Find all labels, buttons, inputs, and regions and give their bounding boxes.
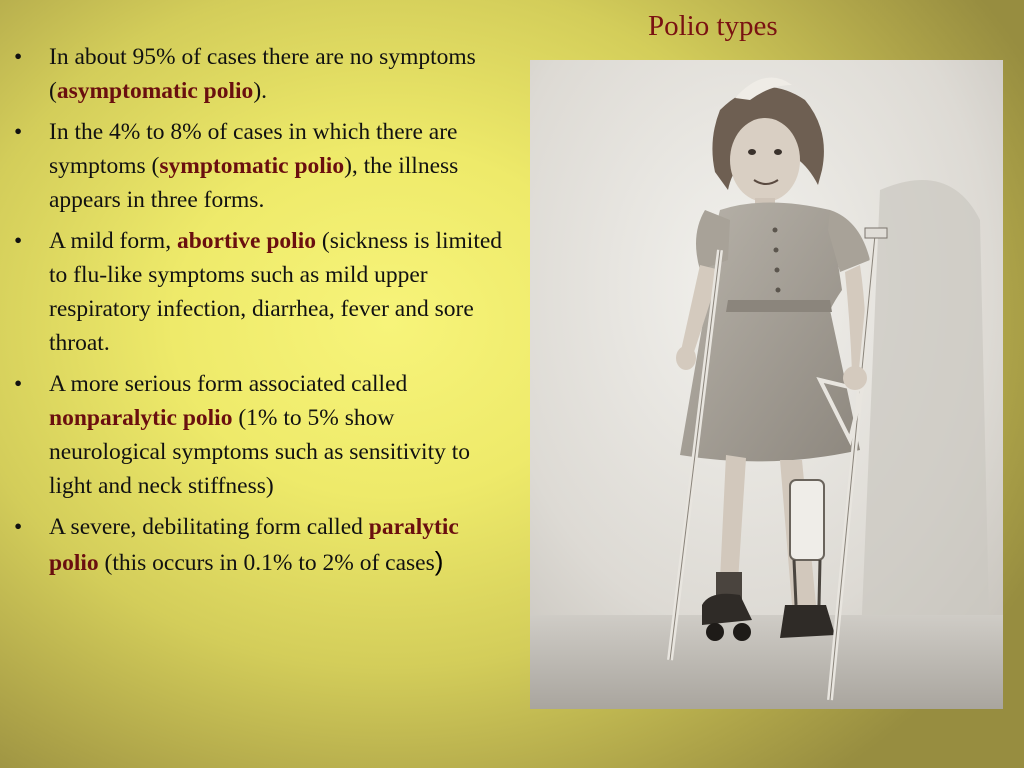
- closing-paren: ): [434, 546, 444, 576]
- bullet-dot: •: [14, 514, 23, 540]
- bullet-text: In about 95% of cases there are no symptoms (: [49, 44, 476, 104]
- bullet-item: [14, 510, 504, 580]
- bullet-text: A mild form,: [49, 228, 177, 254]
- bullet-text: (1% to 5% show neurological symptoms such as sensitivity to light and neck stiffness): [49, 405, 471, 499]
- bullet-text: ), the illness appears in three forms.: [49, 153, 459, 213]
- bullet-dot: •: [14, 119, 23, 145]
- bullet-dot: •: [14, 44, 23, 70]
- photo-illustration: [530, 60, 1003, 709]
- bullet-text: ).: [253, 78, 268, 104]
- bullet-bold-term: asymptomatic polio: [56, 78, 254, 104]
- bullet-item: [14, 224, 504, 360]
- bullet-bold-term: symptomatic polio: [159, 153, 345, 179]
- bullet-text: A severe, debilitating form called: [49, 514, 369, 540]
- bullet-dot: •: [14, 228, 23, 254]
- bullet-list: [14, 40, 504, 587]
- slide-title: Polio types: [648, 10, 778, 42]
- bullet-text: A more serious form associated called: [49, 371, 408, 397]
- bullet-bold-term: nonparalytic polio: [49, 405, 233, 431]
- bullet-item: [14, 40, 504, 108]
- bullet-item: [14, 367, 504, 503]
- photo-girl-with-crutches: [530, 60, 1003, 709]
- bullet-bold-term: paralytic polio: [49, 514, 459, 576]
- bullet-text: In the 4% to 8% of cases in which there are symptoms (: [49, 119, 458, 179]
- bullet-bold-term: abortive polio: [176, 228, 316, 254]
- bullet-text: (this occurs in 0.1% to 2% of cases: [98, 550, 435, 576]
- bullet-text: (sickness is limited to flu-like symptoms such as mild upper respiratory infection, diarrhea, fever and sore throat.: [49, 228, 503, 356]
- bullet-item: [14, 115, 504, 217]
- bullet-dot: •: [14, 371, 23, 397]
